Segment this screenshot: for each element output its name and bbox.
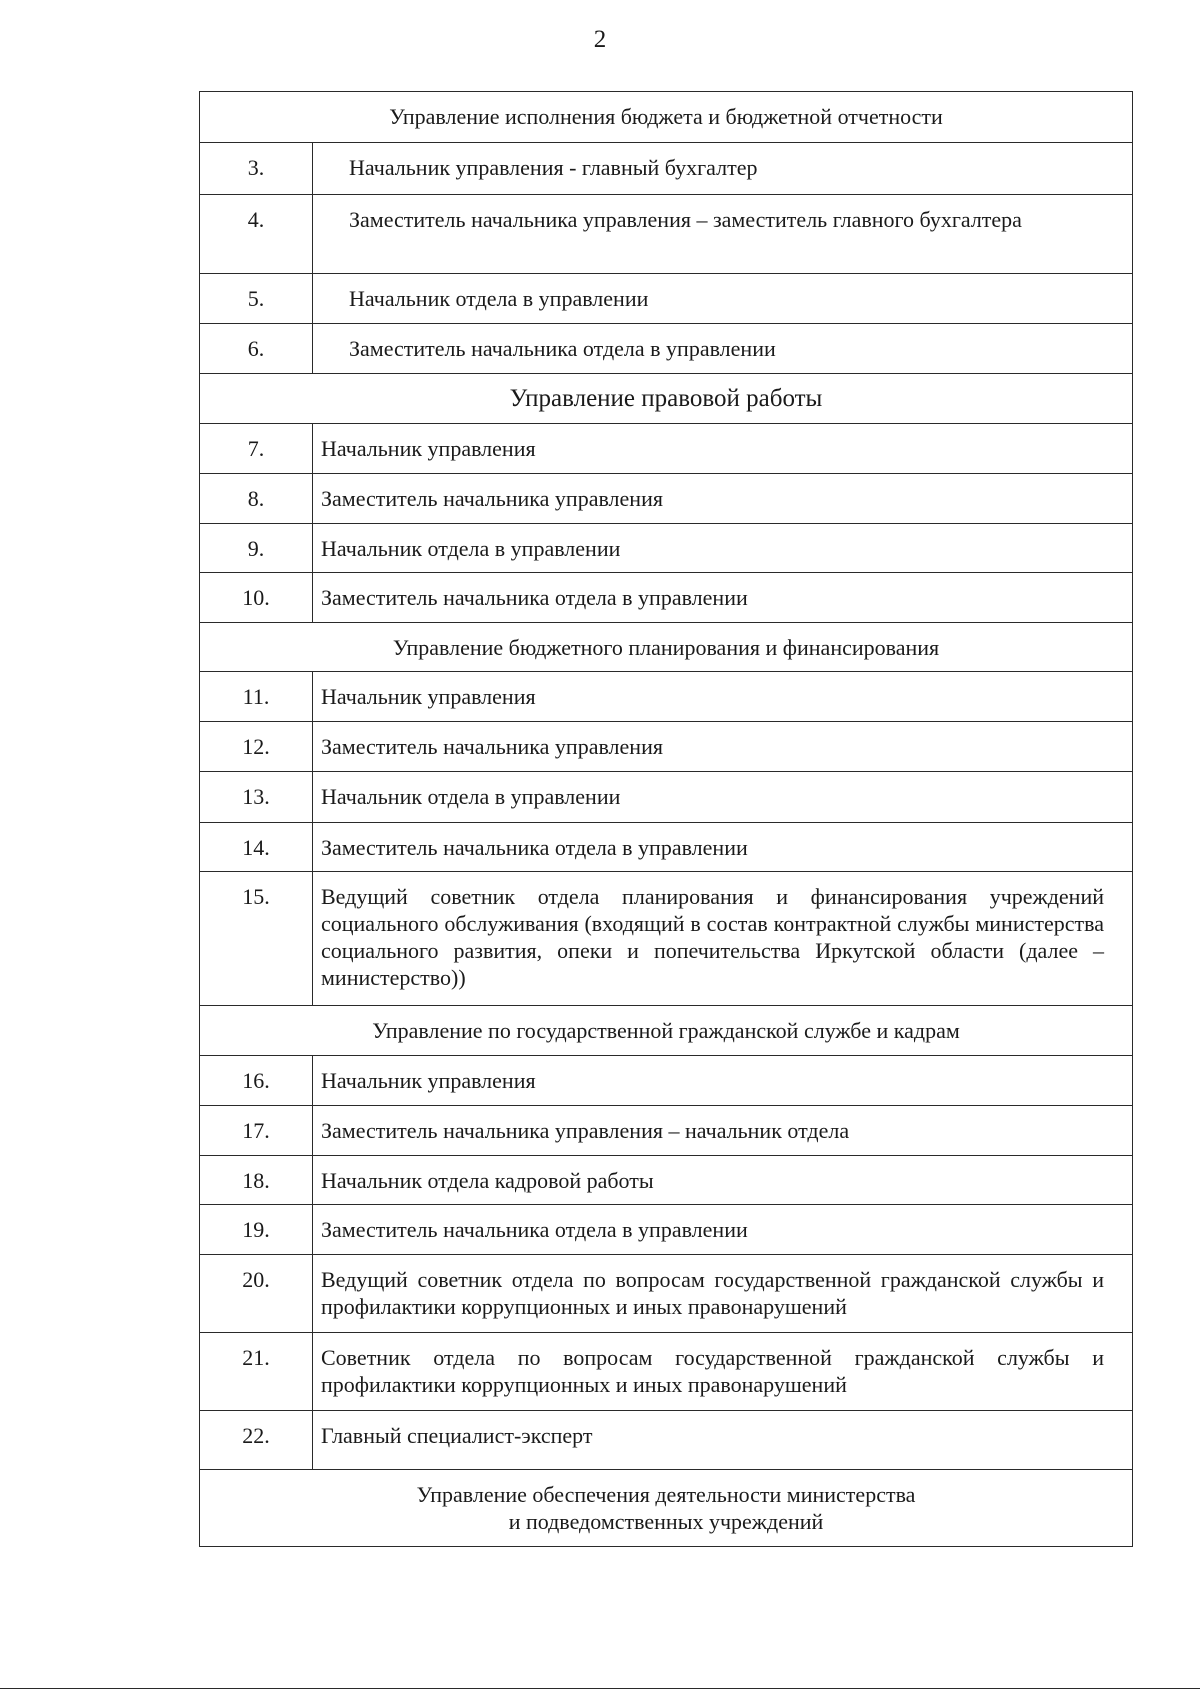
table-row [200,324,1133,374]
row-number: 15. [200,872,313,1006]
position-title: Начальник управления [313,1056,1133,1106]
position-title: Заместитель начальника отдела в управлении [313,1205,1133,1255]
row-number: 8. [200,474,313,524]
row-number: 3. [200,143,313,195]
table-row [200,772,1133,823]
position-title: Заместитель начальника отдела в управлении [313,573,1133,623]
position-title: Заместитель начальника управления [313,722,1133,772]
row-number: 5. [200,274,313,324]
position-title: Начальник управления [313,424,1133,474]
row-number: 13. [200,772,313,823]
row-number: 18. [200,1156,313,1205]
position-title: Начальник отдела в управлении [313,274,1133,324]
row-number: 22. [200,1411,313,1470]
table-row [200,823,1133,872]
row-number: 11. [200,672,313,722]
position-title: Ведущий советник отдела планирования и финансирования учреждений социального обслуживания (входящий в состав контрактной службы министерства социального развития, опеки и попечительства Иркутской области (далее – министерство)) [313,872,1133,1006]
table-row [200,1056,1133,1106]
table-row [200,143,1133,195]
table-row [200,195,1133,274]
position-title: Начальник отдела кадровой работы [313,1156,1133,1205]
table-row [200,1106,1133,1156]
table-row [200,722,1133,772]
section-title: Управление обеспечения деятельности министерства и подведомственных учреждений [200,1470,1133,1547]
row-number: 4. [200,195,313,274]
bottom-rule [0,1688,1200,1689]
positions-table-body [200,92,1133,1547]
table-row [200,474,1133,524]
table-row [200,872,1133,1006]
positions-table [199,91,1133,1547]
row-number: 16. [200,1056,313,1106]
row-number: 9. [200,524,313,573]
position-title: Заместитель начальника отдела в управлении [313,823,1133,872]
position-title: Ведущий советник отдела по вопросам государственной гражданской службы и профилактики коррупционных и иных правонарушений [313,1255,1133,1333]
position-title: Начальник отдела в управлении [313,524,1133,573]
row-number: 17. [200,1106,313,1156]
table-row [200,1411,1133,1470]
section-header-row [200,1006,1133,1056]
section-header-row [200,374,1133,424]
position-title: Советник отдела по вопросам государственной гражданской службы и профилактики коррупционных и иных правонарушений [313,1333,1133,1411]
row-number: 20. [200,1255,313,1333]
table-row [200,1255,1133,1333]
position-title: Заместитель начальника отдела в управлении [313,324,1133,374]
table-row [200,524,1133,573]
page-number: 2 [593,26,607,53]
row-number: 14. [200,823,313,872]
table-row [200,573,1133,623]
position-title: Начальник управления - главный бухгалтер [313,143,1133,195]
position-title: Заместитель начальника управления [313,474,1133,524]
table-row [200,1156,1133,1205]
position-title: Заместитель начальника управления – заместитель главного бухгалтера [313,195,1133,274]
section-header-row [200,623,1133,672]
section-title: Управление бюджетного планирования и финансирования [200,623,1133,672]
table-row [200,424,1133,474]
position-title: Начальник управления [313,672,1133,722]
table-row [200,672,1133,722]
section-title: Управление по государственной гражданской службе и кадрам [200,1006,1133,1056]
row-number: 10. [200,573,313,623]
position-title: Начальник отдела в управлении [313,772,1133,823]
row-number: 6. [200,324,313,374]
section-header-row [200,1470,1133,1547]
row-number: 19. [200,1205,313,1255]
row-number: 12. [200,722,313,772]
row-number: 7. [200,424,313,474]
position-title: Главный специалист-эксперт [313,1411,1133,1470]
table-row [200,1333,1133,1411]
section-title: Управление правовой работы [200,374,1133,424]
table-row [200,274,1133,324]
row-number: 21. [200,1333,313,1411]
table-row [200,1205,1133,1255]
section-title: Управление исполнения бюджета и бюджетной отчетности [200,92,1133,143]
position-title: Заместитель начальника управления – начальник отдела [313,1106,1133,1156]
section-header-row [200,92,1133,143]
